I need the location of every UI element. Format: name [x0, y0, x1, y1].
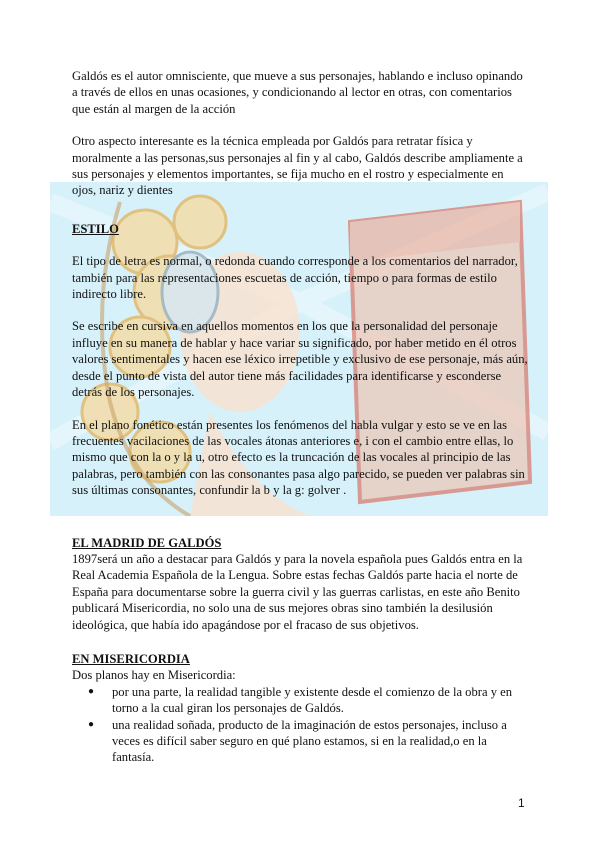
list-item-text: una realidad soñada, producto de la imaginación de estos personajes, incluso a veces es difícil saber seguro en qué plano estamos, si en la realidad,o en la fantasía. [112, 717, 507, 765]
planos-list [72, 684, 528, 766]
intro-paragraph-1: Galdós es el autor omnisciente, que mueve a sus personajes, hablando e incluso opinando a través de ellos en unas ocasiones, y condicionando al lector en otras, con comentarios que están al margen de la acción [72, 69, 523, 116]
section-heading-misericordia: EN MISERICORDIA [72, 651, 190, 666]
bullet-icon: ● [88, 685, 95, 697]
intro-paragraph-2: Otro aspecto interesante es la técnica empleada por Galdós para retratar física y moralmente a las personas,sus personajes al fin y al cabo, Galdós describe ampliamente a sus personajes y elementos importantes, se fija mucho en el rostro y especialmente en ojos, nariz y dientes [72, 134, 523, 198]
estilo-paragraph-2: Se escribe en cursiva en aquellos momentos en los que la personalidad del personaje influye en su manera de hablar y hace variar su significado, por haber metido en él otros valores sentimentales y hacen ese léxico irrepetible y exclusivo de ese personaje, más aún, desde el punto de vista del autor tiene más facilidades para identificarse y esconderse detrás de los personajes. [72, 319, 528, 400]
document-page [72, 68, 528, 766]
section-heading-madrid: EL MADRID DE GALDÓS [72, 535, 222, 550]
list-item [88, 717, 528, 766]
madrid-paragraph: 1897será un año a destacar para Galdós y para la novela española pues Galdós entra en la Real Academia Española de la Lengua. Sobre estas fechas Galdós parte hacia el norte de España para documentarse sobre la guerra civil y las guerras carlistas, en este año Benito publicará Misericordia, no solo una de sus mejores obras sino también la desilusión ideológica, que había ido apagándose por el fracaso de sus objetivos. [72, 551, 523, 632]
estilo-paragraph-3: En el plano fonético están presentes los fenómenos del habla vulgar y esto se ve en las frecuentes vacilaciones de las vocales átonas anteriores e, i con el cambio entre ellas, lo mismo que con la o y la u, otro efecto es la truncación de las vocales al principio de las palabras, pero también con las consonantes pasa algo parecido, se pueden ver palabras sin sus últimas consonantes, confundir la b y la g: golver . [72, 417, 525, 498]
list-item-text: por una parte, la realidad tangible y existente desde el comienzo de la obra y en torno a la cual giran los personajes de Galdós. [112, 684, 513, 716]
misericordia-intro: Dos planos hay en Misericordia: [72, 668, 236, 683]
list-item [88, 684, 528, 717]
estilo-paragraph-1: El tipo de letra es normal, o redonda cuando corresponde a los comentarios del narrador, también para las representaciones escuetas de acción, tiempo o para formas de estilo indirecto libre. [72, 254, 518, 302]
section-heading-estilo: ESTILO [72, 221, 119, 236]
bullet-icon: ● [88, 718, 95, 730]
page-number: 1 [518, 796, 525, 810]
